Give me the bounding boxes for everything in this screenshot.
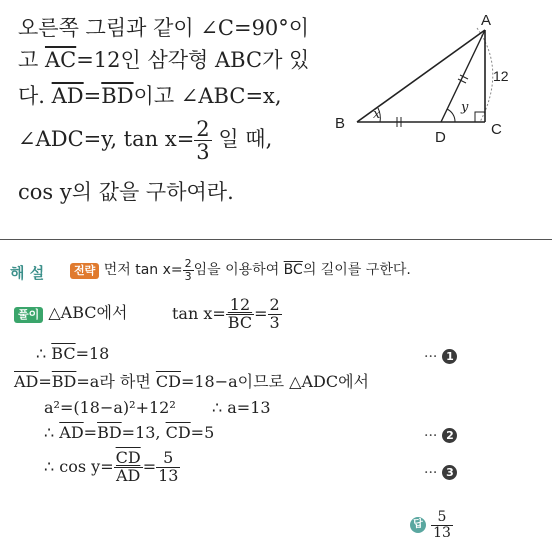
frac-5-13: $\frac{5}{13}$ (158, 448, 179, 485)
marker-1: ··· 1 (424, 346, 457, 365)
angle-y-arc (447, 109, 455, 122)
label-c: C (491, 121, 502, 138)
frac-cd-ad: $\frac{\overline{CD}}{AD}$ (115, 448, 141, 485)
problem-line-4: ∠ADC=y, tan x= $\frac{2}{3}$ 일 때, (18, 117, 273, 165)
strategy-badge: 전략 (70, 263, 99, 279)
solution-step-2: ∴ $\overline{BC}=18$ (36, 344, 110, 363)
label-b: B (335, 115, 346, 132)
solution-step-1-tan: tan x= $\frac{12}{BC}$ = $\frac{2}{3}$ (172, 295, 280, 332)
solution-step-4: a²=(18−a)²+12² (44, 398, 176, 417)
marker-3: ··· 3 (424, 462, 457, 481)
triangle-figure (325, 10, 525, 150)
label-a: A (481, 12, 492, 29)
label-d: D (435, 129, 446, 146)
answer-badge: 답 (410, 517, 426, 533)
problem-line-1: 오른쪽 그림과 같이 ∠C=90°이 (18, 16, 310, 40)
tan-fraction: $\frac{2}{3}$ (196, 117, 210, 165)
final-answer (410, 510, 453, 540)
frac-2-3: $\frac{2}{3}$ (269, 295, 280, 332)
frac-12-bc: $\frac{12}{BC}$ (227, 295, 253, 332)
solution-step-6: ∴ cos y= $\frac{\overline{CD}}{AD}$ = $\frac{5}{13}$ (44, 448, 179, 485)
solution-step-5: ∴ $\overline{AD}=\overline{BD}=13$, $\overline{CD}=5$ (44, 423, 215, 442)
section-divider (0, 239, 552, 240)
marker-2: ··· 2 (424, 425, 457, 444)
label-x: x (373, 107, 381, 122)
problem-line-2: 고 $\overline{AC}=12$인 삼각형 ABC가 있 (18, 48, 310, 72)
problem-line-5: cos y의 값을 구하여라. (18, 180, 234, 204)
strategy-line: 전략 먼저 tan x= $\frac{2}{3}$ 임을 이용하여 $\overline{BC}$의 길이를 구한다. (70, 258, 411, 282)
label-12: 12 (493, 68, 509, 84)
solution-step-1: 풀이 △ABC에서 (14, 305, 127, 323)
strategy-fraction: $\frac{2}{3}$ (184, 257, 192, 283)
solution-step-4-result: ∴ a=13 (212, 398, 271, 417)
answer-fraction: $\frac{5}{13}$ (433, 509, 451, 541)
label-y: y (461, 100, 469, 115)
solve-badge: 풀이 (14, 307, 43, 323)
solution-heading: 해 설 (10, 264, 45, 282)
right-angle-mark (475, 112, 485, 122)
problem-line-3: 다. $\overline{AD}=\overline{BD}$이고 ∠ABC=x, (18, 84, 282, 108)
solution-step-3: $\overline{AD}=\overline{BD}=a$라 하면 $\overline{CD}=18-a$이므로 △ADC에서 (14, 372, 369, 391)
